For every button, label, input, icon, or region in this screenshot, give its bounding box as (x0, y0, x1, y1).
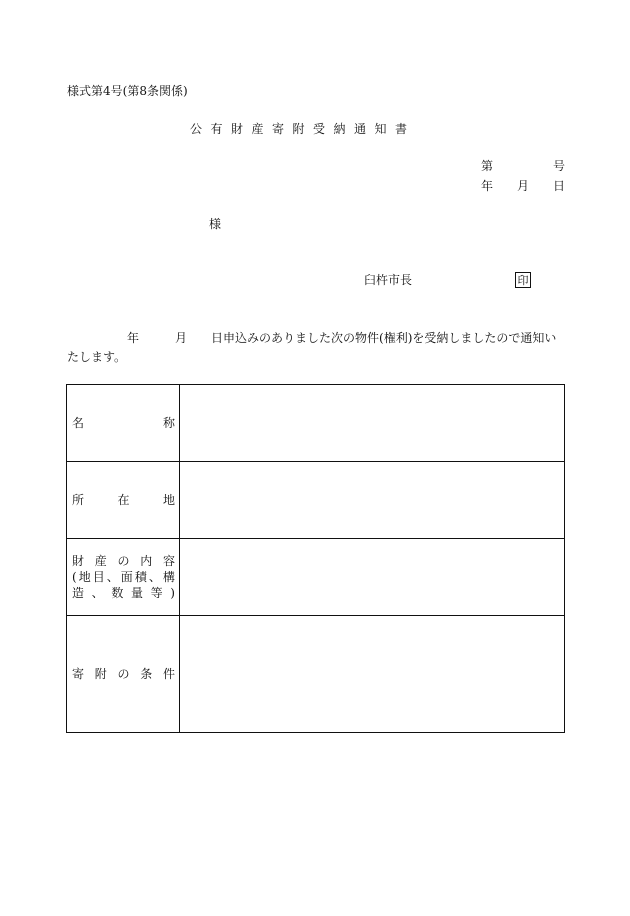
label-property-details (72, 553, 175, 601)
issue-date (481, 180, 565, 192)
body-year: 年 (127, 331, 140, 345)
label-char: の (117, 667, 130, 681)
date-day: 日 (552, 179, 565, 193)
form-number: 様式第4号(第8条関係) (67, 84, 188, 98)
label-char: 附 (94, 667, 107, 681)
label-char: 、 (148, 570, 161, 584)
label-char: 内 (140, 554, 153, 568)
label-property-details-line-3 (72, 585, 175, 601)
label-char: 等 (150, 586, 163, 600)
label-char: 地 (162, 493, 175, 507)
label-char: 称 (162, 416, 175, 430)
value-cell-property-details (180, 539, 565, 616)
label-property-details-line-2 (72, 569, 175, 585)
notice-body (67, 329, 567, 367)
label-char: ( (72, 570, 77, 584)
seal-label: 印 (517, 273, 529, 287)
label-location (72, 494, 175, 506)
label-cell-donation-conditions (67, 616, 180, 733)
label-char: 在 (117, 493, 130, 507)
value-cell-donation-conditions (180, 616, 565, 733)
body-month: 月 (175, 331, 188, 345)
label-char: ) (170, 586, 175, 600)
label-char: 財 (72, 554, 85, 568)
label-char: の (117, 554, 130, 568)
label-char: 寄 (72, 667, 85, 681)
label-char: 所 (72, 493, 85, 507)
label-cell-location (67, 462, 180, 539)
table-row-location (67, 462, 565, 539)
label-char: 産 (94, 554, 107, 568)
label-donation-conditions (72, 668, 175, 680)
document-number-suffix: 号 (552, 159, 565, 173)
label-char: 、 (91, 586, 104, 600)
label-char: 地 (78, 570, 91, 584)
recipient-honorific: 様 (209, 217, 222, 231)
document-number (481, 160, 565, 172)
document-title: 公有財産寄附受納通知書 (190, 122, 416, 136)
value-cell-location (180, 462, 565, 539)
label-cell-name (67, 385, 180, 462)
date-year: 年 (481, 179, 494, 193)
label-char: 積 (134, 570, 147, 584)
label-char: 面 (120, 570, 133, 584)
label-char: 目 (92, 570, 105, 584)
label-char: 量 (130, 586, 143, 600)
label-char: 、 (106, 570, 119, 584)
label-property-details-line-1 (72, 553, 175, 569)
table-row-property-details (67, 539, 565, 616)
label-char: 名 (72, 416, 85, 430)
label-char: 条 (140, 667, 153, 681)
label-cell-property-details (67, 539, 180, 616)
table-row-name (67, 385, 565, 462)
value-cell-name (180, 385, 565, 462)
label-char: 件 (162, 667, 175, 681)
document-number-prefix: 第 (481, 159, 494, 173)
property-detail-table (66, 384, 565, 733)
label-char: 容 (162, 554, 175, 568)
body-text: 日申込みのありました次の物件(権利)を受納しましたので通知いたします。 (67, 331, 557, 364)
issuer-title: 臼杵市長 (364, 273, 413, 287)
label-char: 造 (72, 586, 85, 600)
date-month: 月 (516, 179, 529, 193)
label-char: 数 (111, 586, 124, 600)
seal-mark (515, 272, 531, 288)
label-char: 構 (162, 570, 175, 584)
label-name (72, 417, 175, 429)
table-row-donation-conditions (67, 616, 565, 733)
